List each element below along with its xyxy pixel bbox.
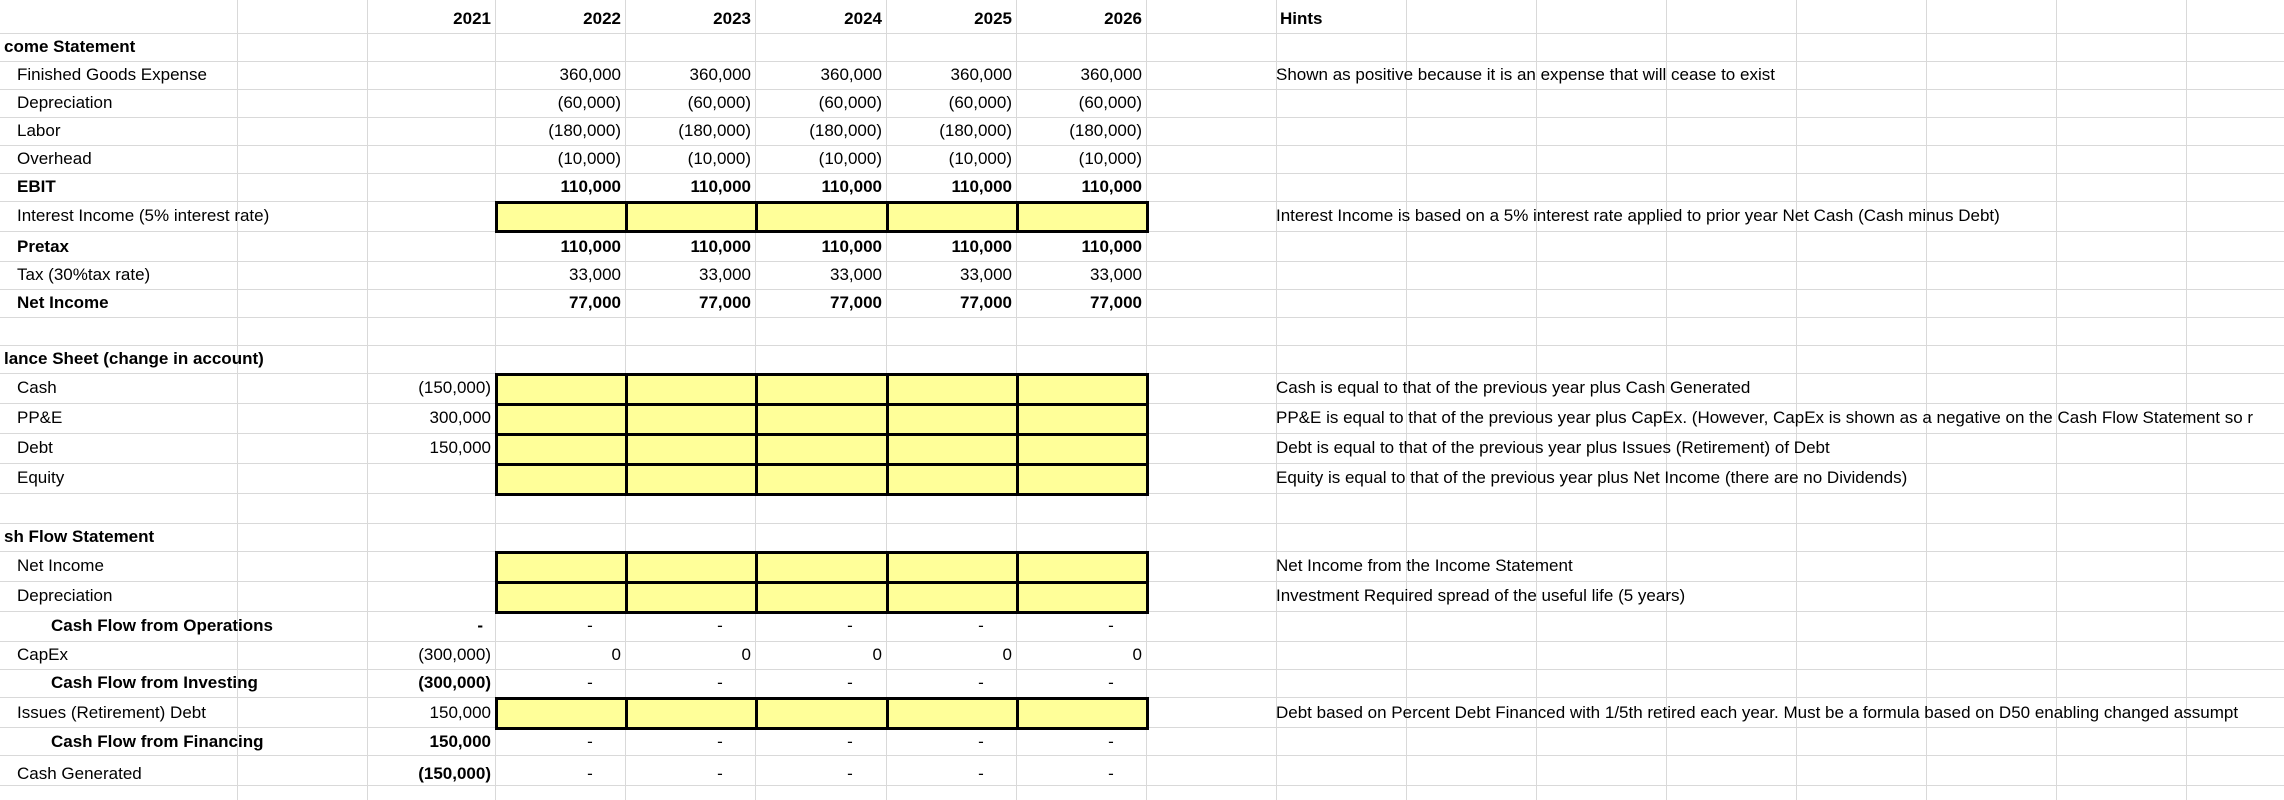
hint-cash[interactable]: Cash is equal to that of the previous year plus Cash Generated: [1276, 378, 1751, 397]
input-interest-income-2023[interactable]: [625, 201, 758, 233]
input-cf-depreciation-2024[interactable]: [755, 581, 889, 614]
input-bs-debt-2023[interactable]: [625, 433, 758, 466]
cell-cf-capex-2021[interactable]: (300,000): [418, 645, 491, 664]
input-bs-debt-2025[interactable]: [886, 433, 1019, 466]
cell-cf-issues-debt-2021[interactable]: 150,000: [429, 703, 491, 722]
cell-cash-generated-2022[interactable]: -: [587, 764, 593, 783]
cell-finished-goods-2025[interactable]: 360,000: [950, 65, 1012, 84]
cell-cf-capex-2025[interactable]: 0: [1002, 645, 1012, 664]
cell-cf-investing-2023[interactable]: -: [717, 673, 723, 692]
cell-tax-2024[interactable]: 33,000: [830, 265, 882, 284]
row-label-tax[interactable]: Tax (30%tax rate): [17, 265, 151, 284]
input-bs-cash-2022[interactable]: [495, 373, 628, 406]
row-label-bs-equity[interactable]: Equity: [17, 468, 65, 487]
year-header-2024[interactable]: 2024: [844, 9, 882, 28]
cell-finished-goods-2022[interactable]: 360,000: [559, 65, 621, 84]
cell-depreciation-2026[interactable]: (60,000): [1078, 93, 1142, 112]
cell-tax-2023[interactable]: 33,000: [699, 265, 751, 284]
cell-ebit-2025[interactable]: 110,000: [951, 177, 1012, 196]
cell-cf-financing-2022[interactable]: -: [587, 732, 593, 751]
input-bs-ppe-2023[interactable]: [625, 403, 758, 436]
hint-depreciation[interactable]: Investment Required spread of the useful life (5 years): [1276, 586, 1686, 605]
row-label-labor[interactable]: Labor: [17, 121, 61, 140]
cell-cf-operations-2024[interactable]: -: [847, 616, 853, 635]
year-header-2021[interactable]: 2021: [453, 9, 491, 28]
cell-cf-investing-2026[interactable]: -: [1108, 673, 1114, 692]
input-cf-net-income-2024[interactable]: [755, 551, 889, 584]
cell-labor-2025[interactable]: (180,000): [939, 121, 1012, 140]
input-bs-equity-2024[interactable]: [755, 463, 889, 496]
hint-finished-goods[interactable]: Shown as positive because it is an expense that will cease to exist: [1276, 65, 1775, 84]
input-interest-income-2024[interactable]: [755, 201, 889, 233]
row-label-cf-financing[interactable]: Cash Flow from Financing: [51, 732, 264, 751]
input-cf-net-income-2023[interactable]: [625, 551, 758, 584]
cell-depreciation-2024[interactable]: (60,000): [818, 93, 882, 112]
input-bs-ppe-2022[interactable]: [495, 403, 628, 436]
input-cf-issues-debt-2022[interactable]: [495, 697, 628, 730]
cell-net-income-2022[interactable]: 77,000: [569, 293, 621, 312]
hint-net-income[interactable]: Net Income from the Income Statement: [1276, 556, 1573, 575]
row-label-cf-depreciation[interactable]: Depreciation: [17, 586, 113, 605]
year-header-2023[interactable]: 2023: [713, 9, 751, 28]
cell-cf-operations-2023[interactable]: -: [717, 616, 723, 635]
cell-cash-generated-2023[interactable]: -: [717, 764, 723, 783]
hints-header[interactable]: Hints: [1280, 9, 1323, 28]
input-bs-debt-2022[interactable]: [495, 433, 628, 466]
input-interest-income-2025[interactable]: [886, 201, 1019, 233]
cell-pretax-2025[interactable]: 110,000: [951, 237, 1012, 256]
input-cf-issues-debt-2023[interactable]: [625, 697, 758, 730]
cell-net-income-2023[interactable]: 77,000: [699, 293, 751, 312]
row-label-bs-ppe[interactable]: PP&E: [17, 408, 63, 427]
cell-cf-investing-2021[interactable]: (300,000): [418, 673, 491, 692]
input-bs-ppe-2025[interactable]: [886, 403, 1019, 436]
input-cf-issues-debt-2026[interactable]: [1016, 697, 1149, 730]
input-cf-net-income-2026[interactable]: [1016, 551, 1149, 584]
cell-bs-cash-2021[interactable]: (150,000): [418, 378, 491, 397]
cell-cash-generated-2026[interactable]: -: [1108, 764, 1114, 783]
input-bs-debt-2026[interactable]: [1016, 433, 1149, 466]
row-label-cash-generated[interactable]: Cash Generated: [17, 764, 142, 783]
cell-tax-2026[interactable]: 33,000: [1090, 265, 1142, 284]
cell-cf-capex-2024[interactable]: 0: [872, 645, 882, 664]
cell-cf-operations-2022[interactable]: -: [587, 616, 593, 635]
row-label-interest-income[interactable]: Interest Income (5% interest rate): [17, 206, 270, 225]
row-label-cf-net-income[interactable]: Net Income: [17, 556, 104, 575]
cell-finished-goods-2023[interactable]: 360,000: [689, 65, 751, 84]
cell-cf-financing-2025[interactable]: -: [978, 732, 984, 751]
input-bs-cash-2025[interactable]: [886, 373, 1019, 406]
input-cf-net-income-2022[interactable]: [495, 551, 628, 584]
row-label-cf-capex[interactable]: CapEx: [17, 645, 69, 664]
cell-depreciation-2022[interactable]: (60,000): [557, 93, 621, 112]
cell-cf-investing-2024[interactable]: -: [847, 673, 853, 692]
input-cf-depreciation-2026[interactable]: [1016, 581, 1149, 614]
row-label-cf-investing[interactable]: Cash Flow from Investing: [51, 673, 258, 692]
cell-cf-operations-2026[interactable]: -: [1108, 616, 1114, 635]
input-cf-issues-debt-2024[interactable]: [755, 697, 889, 730]
cell-labor-2022[interactable]: (180,000): [548, 121, 621, 140]
row-label-bs-debt[interactable]: Debt: [17, 438, 53, 457]
input-bs-debt-2024[interactable]: [755, 433, 889, 466]
row-label-depreciation[interactable]: Depreciation: [17, 93, 113, 112]
input-cf-issues-debt-2025[interactable]: [886, 697, 1019, 730]
cell-finished-goods-2024[interactable]: 360,000: [820, 65, 882, 84]
year-header-2022[interactable]: 2022: [583, 9, 621, 28]
input-bs-equity-2026[interactable]: [1016, 463, 1149, 496]
cell-net-income-2024[interactable]: 77,000: [830, 293, 882, 312]
cell-depreciation-2025[interactable]: (60,000): [948, 93, 1012, 112]
cell-ebit-2026[interactable]: 110,000: [1081, 177, 1142, 196]
cell-cf-capex-2022[interactable]: 0: [611, 645, 621, 664]
cell-labor-2023[interactable]: (180,000): [678, 121, 751, 140]
cell-cash-generated-2025[interactable]: -: [978, 764, 984, 783]
cell-overhead-2023[interactable]: (10,000): [687, 149, 751, 168]
income-statement-title[interactable]: come Statement: [4, 37, 136, 56]
row-label-bs-cash[interactable]: Cash: [17, 378, 57, 397]
year-header-2025[interactable]: 2025: [974, 9, 1012, 28]
cell-net-income-2026[interactable]: 77,000: [1090, 293, 1142, 312]
cell-overhead-2022[interactable]: (10,000): [557, 149, 621, 168]
input-bs-cash-2026[interactable]: [1016, 373, 1149, 406]
cell-ebit-2024[interactable]: 110,000: [821, 177, 882, 196]
row-label-cf-operations[interactable]: Cash Flow from Operations: [51, 616, 273, 635]
hint-ppe[interactable]: PP&E is equal to that of the previous year plus CapEx. (However, CapEx is shown as a negative on the Cash Flow Statement so r: [1276, 408, 2254, 427]
cell-tax-2025[interactable]: 33,000: [960, 265, 1012, 284]
hint-debt[interactable]: Debt is equal to that of the previous year plus Issues (Retirement) of Debt: [1276, 438, 1830, 457]
hint-interest-income[interactable]: Interest Income is based on a 5% interest rate applied to prior year Net Cash (Cash minus Debt): [1276, 206, 2000, 225]
cell-cf-investing-2025[interactable]: -: [978, 673, 984, 692]
cell-cash-generated-2024[interactable]: -: [847, 764, 853, 783]
input-bs-ppe-2026[interactable]: [1016, 403, 1149, 436]
input-interest-income-2022[interactable]: [495, 201, 628, 233]
cell-cf-operations-2021[interactable]: -: [477, 616, 483, 635]
cell-labor-2026[interactable]: (180,000): [1069, 121, 1142, 140]
row-label-ebit[interactable]: EBIT: [17, 177, 56, 196]
cell-bs-debt-2021[interactable]: 150,000: [429, 438, 491, 457]
cell-overhead-2025[interactable]: (10,000): [948, 149, 1012, 168]
cell-cf-financing-2023[interactable]: -: [717, 732, 723, 751]
hint-issues-debt[interactable]: Debt based on Percent Debt Financed with 1/5th retired each year. Must be a formula based on D50 enabling changed assumpt: [1276, 703, 2239, 722]
row-label-finished-goods[interactable]: Finished Goods Expense: [17, 65, 207, 84]
cash-flow-title[interactable]: sh Flow Statement: [4, 527, 155, 546]
cell-cf-financing-2021[interactable]: 150,000: [429, 732, 491, 751]
input-cf-depreciation-2022[interactable]: [495, 581, 628, 614]
input-bs-equity-2025[interactable]: [886, 463, 1019, 496]
cell-depreciation-2023[interactable]: (60,000): [687, 93, 751, 112]
cell-cf-investing-2022[interactable]: -: [587, 673, 593, 692]
cell-cf-capex-2026[interactable]: 0: [1132, 645, 1142, 664]
input-bs-equity-2022[interactable]: [495, 463, 628, 496]
input-bs-cash-2023[interactable]: [625, 373, 758, 406]
balance-sheet-title[interactable]: lance Sheet (change in account): [4, 349, 264, 368]
cell-cf-capex-2023[interactable]: 0: [741, 645, 751, 664]
row-label-cf-issues-debt[interactable]: Issues (Retirement) Debt: [17, 703, 206, 722]
cell-net-income-2025[interactable]: 77,000: [960, 293, 1012, 312]
cell-bs-ppe-2021[interactable]: 300,000: [429, 408, 491, 427]
cell-tax-2022[interactable]: 33,000: [569, 265, 621, 284]
cell-cf-operations-2025[interactable]: -: [978, 616, 984, 635]
cell-finished-goods-2026[interactable]: 360,000: [1080, 65, 1142, 84]
input-interest-income-2026[interactable]: [1016, 201, 1149, 233]
input-bs-ppe-2024[interactable]: [755, 403, 889, 436]
input-cf-net-income-2025[interactable]: [886, 551, 1019, 584]
cell-pretax-2023[interactable]: 110,000: [690, 237, 751, 256]
cell-pretax-2024[interactable]: 110,000: [821, 237, 882, 256]
input-cf-depreciation-2025[interactable]: [886, 581, 1019, 614]
cell-overhead-2026[interactable]: (10,000): [1078, 149, 1142, 168]
input-cf-depreciation-2023[interactable]: [625, 581, 758, 614]
cell-labor-2024[interactable]: (180,000): [809, 121, 882, 140]
input-bs-cash-2024[interactable]: [755, 373, 889, 406]
cell-cash-generated-2021[interactable]: (150,000): [418, 764, 491, 783]
cell-pretax-2022[interactable]: 110,000: [560, 237, 621, 256]
row-label-pretax[interactable]: Pretax: [17, 237, 69, 256]
hint-equity[interactable]: Equity is equal to that of the previous year plus Net Income (there are no Dividends): [1276, 468, 1908, 487]
row-label-overhead[interactable]: Overhead: [17, 149, 92, 168]
year-header-2026[interactable]: 2026: [1104, 9, 1142, 28]
cell-cf-financing-2026[interactable]: -: [1108, 732, 1114, 751]
input-bs-equity-2023[interactable]: [625, 463, 758, 496]
cell-ebit-2022[interactable]: 110,000: [560, 177, 621, 196]
cell-ebit-2023[interactable]: 110,000: [690, 177, 751, 196]
cell-overhead-2024[interactable]: (10,000): [818, 149, 882, 168]
cell-cf-financing-2024[interactable]: -: [847, 732, 853, 751]
row-label-net-income[interactable]: Net Income: [17, 293, 109, 312]
cell-pretax-2026[interactable]: 110,000: [1081, 237, 1142, 256]
